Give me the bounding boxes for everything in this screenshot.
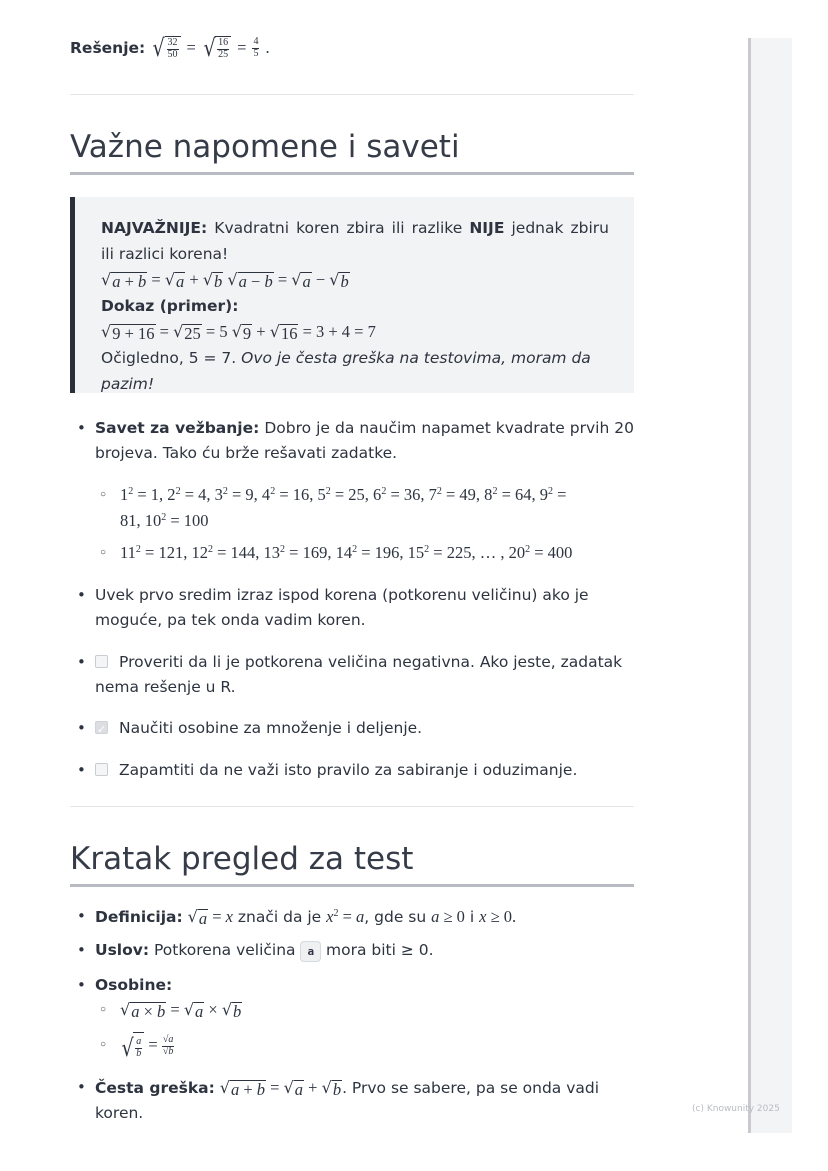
- sqrt-fraction-1: √ $\frac{32}{50}$: [151, 36, 180, 60]
- list-item: • Uslov: Potkorena veličina a mora biti ≥ 0.: [70, 938, 634, 964]
- list-item-checkbox: ✓• Naučiti osobine za množenje i deljenje.: [70, 716, 634, 741]
- list-item-checkbox: • Proveriti da li je potkorena veličina negativna. Ako jeste, zadatak nema rešenje u R.: [70, 650, 634, 700]
- sub-list-item: ○ √ $\frac{a}{b}$ = $\frac{√a}{√b}$: [95, 1032, 634, 1060]
- proof-label: Dokaz (primer):: [101, 297, 239, 315]
- sub-list-item: ○ $11^2 = 121$, $12^2 = 144$, $13^2 = 169$, $14^2 = 196$, $15^2 = 225$, … , $20^2 = 400$: [95, 540, 634, 566]
- list-item: • Savet za vežbanje: Dobro je da naučim napamet kvadrate prvih 20 brojeva. Tako ću brže rešavati zadatke.: [70, 416, 634, 466]
- section-title-notes: Važne napomene i saveti: [70, 130, 634, 175]
- list-item: • Česta greška: √ a + b = √ a + √ b . Prvo se sabere, pa se onda vadi koren.: [70, 1075, 634, 1126]
- divider: [70, 806, 634, 807]
- sub-list-item: ○ √ a × b = √ a × √ b: [95, 997, 634, 1023]
- list-item: • Definicija: √ a = x znači da je $x^2 = a$, gde su a ≥ 0 i x ≥ 0.: [70, 904, 634, 930]
- divider: [70, 94, 634, 95]
- formula-sum-difference: √ a + b = √ a + √ b √ a − b = √ a − √ b: [101, 270, 349, 291]
- list-item-checkbox: • Zapamtiti da ne važi isto pravilo za sabiranje i oduzimanje.: [70, 758, 634, 783]
- section-title-review: Kratak pregled za test: [70, 842, 634, 887]
- important-callout: NAJVAŽNIJE: Kvadratni koren zbira ili razlike NIJE jednak zbiru ili razlici korena! √ a + b = √ a + √ b √ a − b = √ a − √ b Dokaz (primer): √ 9 + 16 = √ 25 = 5 √ 9 + √ 16 = 3 + 4 = 7 Očigledno, 5 = 7. Ovo je česta greška na testovima, moram da pazim!: [70, 197, 634, 393]
- sqrt-fraction-2: √ $\frac{16}{25}$: [202, 36, 231, 60]
- solution-label: Rešenje:: [70, 39, 146, 58]
- checkbox-checked[interactable]: [95, 721, 108, 734]
- inline-code: a: [300, 941, 321, 962]
- checkbox-unchecked[interactable]: [95, 655, 108, 668]
- formula-proof: √ 9 + 16 = √ 25 = 5 √ 9 + √ 16 = 3 + 4 = 7: [101, 322, 376, 343]
- result-fraction: $\frac{4}{5}$: [253, 36, 259, 59]
- solution-line: Rešenje: √ $\frac{32}{50}$ = √ $\frac{16}{25}$ = $\frac{4}{5}$ .: [70, 34, 270, 63]
- list-item: • Uvek prvo sredim izraz ispod korena (potkorenu veličinu) ako je moguće, pa tek onda vadim koren.: [70, 583, 634, 633]
- copyright-footer: (c) Knowunity 2025: [692, 1104, 780, 1114]
- list-item: • Osobine:: [70, 973, 634, 998]
- side-panel: [748, 38, 792, 1133]
- sub-list-item: ○ $1^2 = 1$, $2^2 = 4$, $3^2 = 9$, $4^2 = 16$, $5^2 = 25$, $6^2 = 36$, $7^2 = 49$, $8^2 = 64$, $9^2$ = 81, $10^2 = 100$: [95, 482, 634, 534]
- checkbox-unchecked[interactable]: [95, 763, 108, 776]
